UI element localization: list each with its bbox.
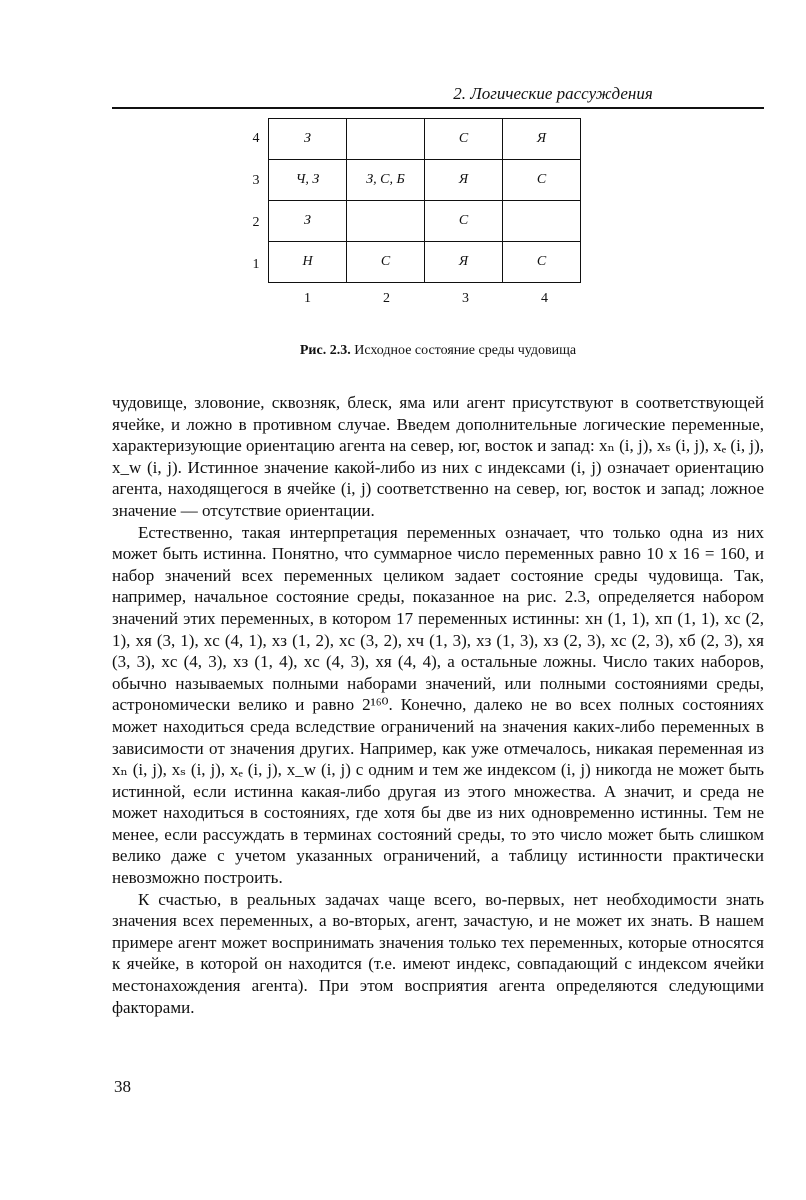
grid-row-label: 3 (252, 173, 260, 188)
grid-cell (347, 119, 425, 160)
running-header-title: 2. Логические рассуждения (453, 84, 653, 103)
grid-cell: С (425, 119, 503, 160)
header-rule (112, 107, 764, 109)
grid-col-label: 3 (462, 291, 469, 306)
grid-col-label: 4 (541, 291, 548, 306)
grid-cell: З (269, 119, 347, 160)
grid-cell (347, 201, 425, 242)
grid-row (269, 119, 581, 160)
grid-row (269, 201, 581, 242)
grid-cell: С (503, 160, 581, 201)
grid-cell: Ч, З (269, 160, 347, 201)
grid-cell: Я (503, 119, 581, 160)
wumpus-grid (268, 118, 581, 283)
grid-cell: Я (425, 160, 503, 201)
grid-col-label: 2 (383, 291, 390, 306)
grid-cell: Н (269, 242, 347, 283)
grid-cell: С (425, 201, 503, 242)
paragraph: Естественно, такая интерпретация переменных означает, что только одна из них может быть истинна. Понятно, что суммарное число переменных равно 10 x 16 = 160, и набор значений всех переменных целиком задает состояние среды чудовища. Так, например, начальное состояние среды, показанное на рис. 2.3, определяется набором значений этих переменных, в котором 17 переменных истинны: xн (1, 1), xп (1, 1), xс (2, 1), xя (3, 1), xс (4, 1), xз (1, 2), xс (3, 2), xч (1, 3), xз (1, 3), xз (2, 3), xс (2, 3), xб (2, 3), xя (3, 3), xс (4, 3), xз (1, 4), xс (4, 3), xя (4, 4), а остальные ложны. Число таких наборов, обычно называемых полными наборами значений, или полными состояниями среды, астрономически велико и равно 2¹⁶⁰. Конечно, далеко не во всех полных состояниях может находиться среда вследствие ограничений на значения каких-либо переменных в зависимости от значения других. Например, как уже отмечалось, никакая переменная из xₙ (i, j), xₛ (i, j), xₑ (i, j), x_w (i, j) с одним и тем же индексом (i, j) никогда не может быть истинной, если истинна какая-либо другая из этого множества. А значит, и среда не может находиться в состояниях, где хотя бы две из них одновременно истинны. Тем не менее, если рассуждать в терминах состояний среды, то это число может быть слишком велико даже с учетом указанных ограничений, а таблицу истинности практически невозможно построить. (112, 522, 764, 888)
body-text (112, 392, 764, 1018)
running-header (112, 84, 764, 104)
grid-row-label: 2 (252, 215, 260, 230)
grid-row (269, 242, 581, 283)
grid-row-label: 4 (252, 131, 260, 146)
page-number: 38 (114, 1077, 131, 1096)
grid-cell: Я (425, 242, 503, 283)
grid-cell: З (269, 201, 347, 242)
grid-col-label: 1 (304, 291, 311, 306)
paragraph: К счастью, в реальных задачах чаще всего, во-первых, нет необходимости знать значения всех переменных, а во-вторых, агент, зачастую, и не может их знать. В нашем примере агент может воспринимать значения только тех переменных, которые относятся к ячейке, в которой он находится (т.е. имеют индекс, совпадающий с индексом ячейки местонахождения агента). При этом восприятия агента определяются следующими факторами. (112, 889, 764, 1017)
grid-cell (503, 201, 581, 242)
grid-cell: З, С, Б (347, 160, 425, 201)
figure-caption-text: Исходное состояние среды чудовища (350, 343, 577, 358)
paragraph: чудовище, зловоние, сквозняк, блеск, яма или агент присутствуют в соответствующей ячейке, и ложно в противном случае. Введем дополнительные логические переменные, характеризующие ориентацию агента на север, юг, восток и запад: xₙ (i, j), xₛ (i, j), xₑ (i, j), x_w (i, j). Истинное значение какой-либо из них с индексами (i, j) означает ориентацию агента, находящегося в ячейке (i, j) соответственно на север, юг, восток и запад; ложное значение — отсутствие ориентации. (112, 393, 764, 520)
grid-cell: С (503, 242, 581, 283)
figure-caption (112, 343, 764, 359)
figure-caption-label: Рис. 2.3. (299, 343, 351, 358)
figure-2-3 (248, 118, 584, 307)
grid-row (269, 160, 581, 201)
grid-row-label: 1 (252, 257, 260, 272)
grid-col-labels (268, 291, 584, 307)
grid-row-labels (248, 118, 264, 286)
grid-cell: С (347, 242, 425, 283)
